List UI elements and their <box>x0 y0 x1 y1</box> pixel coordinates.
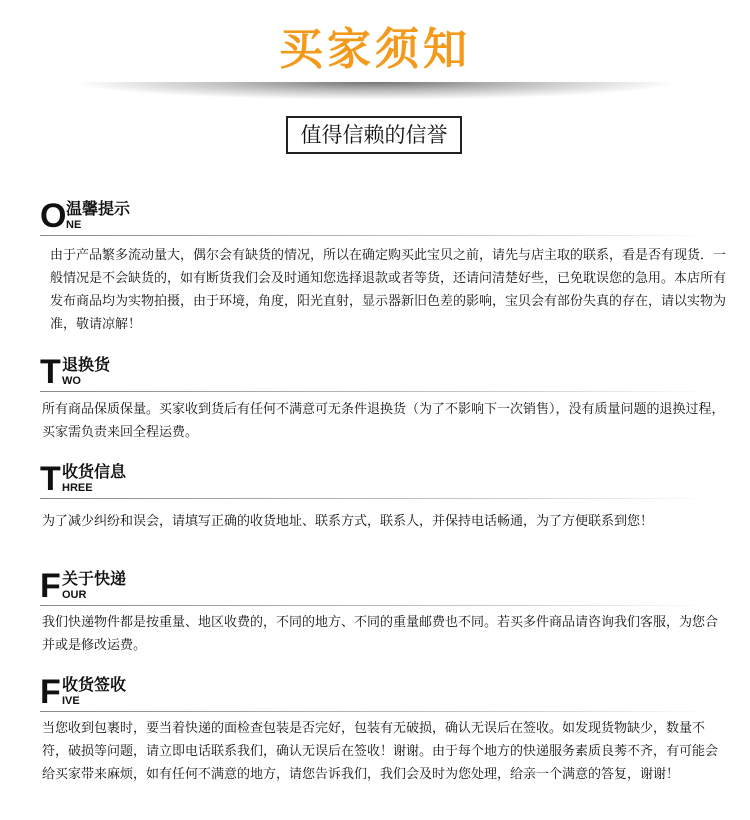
section-divider <box>40 711 710 712</box>
section-heading <box>0 199 750 235</box>
section-title: 收货信息 <box>62 462 127 481</box>
section-five <box>0 673 750 782</box>
section-number-rest: NE <box>66 219 82 231</box>
section-heading <box>0 569 750 605</box>
section-text: 当您收到包裹时，要当着快递的面检查包装是否完好，包装有无破损，确认无误后在签收。如发现货物缺少，数量不符，破损等问题，请立即电话联系我们，确认无误后在签收！谢谢。由于每个地方的快递服务素质良莠不齐，有可能会给买家带来麻烦，如有任何不满意的地方，请您告诉我们，我们会及时为您处理，给亲一个满意的答复，谢谢！ <box>42 721 719 782</box>
section-three <box>0 460 750 529</box>
section-title: 退换货 <box>62 355 111 374</box>
section-number-rest: OUR <box>62 589 87 601</box>
section-number-rest: IVE <box>62 695 80 707</box>
page-title: 买家须知 <box>279 24 471 75</box>
subtitle-box: 值得信赖的信誉 <box>286 116 462 154</box>
section-text: 为了减少纠纷和误会，请填写正确的收货地址、联系方式，联系人，并保持电话畅通，为了方便联系到您！ <box>42 514 654 529</box>
section-divider <box>40 498 710 499</box>
section-title: 关于快递 <box>62 569 127 588</box>
section-number-rest: HREE <box>62 482 93 494</box>
section-title: 收货签收 <box>62 675 127 694</box>
section-two <box>0 353 750 440</box>
section-text: 由于产品繁多流动量大，偶尔会有缺货的情况，所以在确定购买此宝贝之前，请先与店主取的联系，看是否有现货．一般情况是不会缺货的，如有断货我们会及时通知您选择退款或者等货，还请问清楚好些，已免耽误您的急用。本店所有发布商品均为实物拍摄，由于环境，角度，阳光直射，显示器新旧色差的影响，宝贝会有部份失真的存在，请以实物为准，敬请凉解！ <box>50 248 727 332</box>
section-title: 温馨提示 <box>66 199 131 218</box>
section-text: 所有商品保质保量。买家收到货后有任何不满意可无条件退换货（为了不影响下一次销售），没有质量问题的退换过程，买家需负责来回全程运费。 <box>42 402 725 440</box>
section-divider <box>40 605 710 606</box>
section-four <box>0 567 750 653</box>
section-number-letter: O <box>40 197 67 235</box>
section-number-letter: F <box>40 567 61 605</box>
section-one <box>0 197 750 332</box>
section-heading <box>0 355 750 391</box>
title-shadow-divider <box>70 82 680 100</box>
section-number-letter: F <box>40 673 61 711</box>
section-number-rest: WO <box>62 375 81 387</box>
section-divider <box>40 235 710 236</box>
section-heading <box>0 675 750 711</box>
section-text: 我们快递物件都是按重量、地区收费的，不同的地方、不同的重量邮费也不同。若买多件商品请咨询我们客服，为您合并或是修改运费。 <box>42 615 719 653</box>
section-heading <box>0 462 750 498</box>
section-number-letter: T <box>40 460 61 498</box>
section-divider <box>40 391 710 392</box>
section-number-letter: T <box>40 353 61 391</box>
